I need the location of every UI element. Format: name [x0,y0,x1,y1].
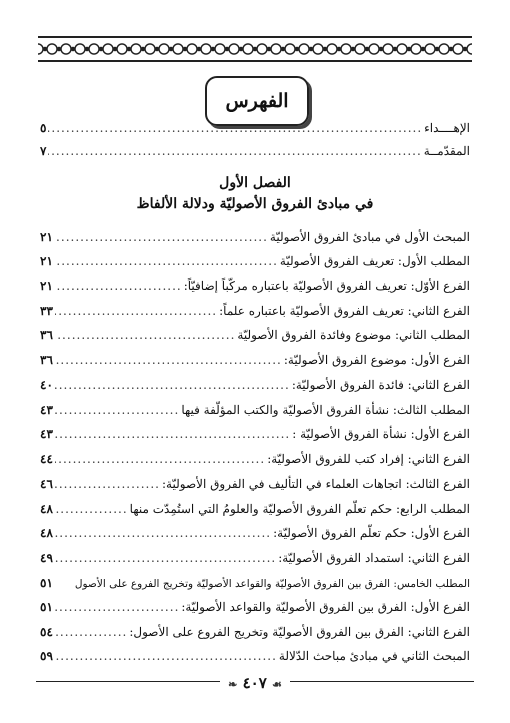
leader-dots [55,449,265,469]
toc-entry-label: الفرع الأول: الفرق بين الفروق الأصوليّة والقواعد الأصوليّة: [181,600,470,614]
toc-entry-page: ٥٤ [40,625,53,639]
toc-entry-label: الفرع الثالث: اتجاهات العلماء في التأليف في الفروق الأصوليّة: [161,477,470,491]
leader-dots [55,474,160,494]
toc-entry[interactable] [40,118,470,138]
ornament-right-icon: ☙ [271,678,282,691]
toc-entry-page: ٥ [40,121,47,135]
toc-entry-page: ٤٣ [40,403,53,417]
toc-entry[interactable] [40,251,470,271]
toc-entry[interactable] [40,400,470,420]
toc-entry[interactable] [40,474,470,494]
toc-entry-page: ٤٣ [40,427,53,441]
toc-entry-label: الفرع الأول: موضوع الفروق الأصوليّة: [283,353,470,367]
leader-dots [55,251,278,271]
page-number: ٤٠٧ [242,674,267,692]
leader-dots [55,548,276,568]
leader-dots [55,276,182,296]
leader-dots [55,424,290,444]
leader-dots [55,499,128,519]
leader-dots [55,301,217,321]
leader-dots [48,118,422,138]
leader-dots [55,325,236,345]
toc-entry-page: ٣٣ [40,304,53,318]
toc-entry-label: الفرع الأول: نشأة الفروق الأصوليّة : [292,427,470,441]
toc-entry[interactable] [40,301,470,321]
toc-entry-page: ٢١ [40,254,53,268]
page-title: الفهرس [225,90,289,112]
toc-entry[interactable] [40,646,470,666]
toc-entry-label: المبحث الأول في مبادئ الفروق الأصوليّة [269,230,470,244]
toc-entry-page: ٤٨ [40,502,53,516]
toc-entry[interactable] [40,523,470,543]
toc-entry[interactable] [40,622,470,642]
toc-entry-label: الفرع الثاني: إفراد كتب للفروق الأصوليّة: [267,452,470,466]
toc-entry-label: الفرع الأوّل: تعريف الفروق الأصوليّة باعتباره مركّباً إضافيّاً: [183,279,470,293]
toc-entry-page: ٤٨ [40,526,53,540]
toc-entry[interactable] [40,227,470,247]
toc-entry[interactable] [40,276,470,296]
toc-entry-label: المطلب الثالث: نشأة الفروق الأصوليّة والكتب المؤلّفة فيها [181,403,470,417]
toc-entry-page: ٤٠ [40,378,53,392]
toc-entry[interactable] [40,424,470,444]
toc-entry-page: ٧ [40,144,47,158]
toc-entry[interactable] [40,597,470,617]
leader-dots [55,622,127,642]
leader-dots [55,597,180,617]
toc-entry[interactable] [40,350,470,370]
toc-entry-label: الفرع الثاني: فائدة الفروق الأصوليّة: [291,378,470,392]
leader-dots [55,375,290,395]
ornament-left-icon: ❧ [228,678,238,691]
leader-dots [55,227,268,247]
leader-dots [55,523,271,543]
toc-entry-page: ٣٦ [40,328,53,342]
toc-entry-page: ٤٩ [40,551,53,565]
toc-entry-label: المطلب الخامس: الفرق بين الفروق الأصوليّة والقواعد الأصوليّة وتخريج الفروع على الأصول [74,578,470,590]
page-number-box [220,672,290,694]
toc-entry[interactable] [40,499,470,519]
toc-entry-page: ٢١ [40,230,53,244]
toc-entry-page: ٤٦ [40,477,53,491]
chapter-title: الفصل الأول [219,175,291,191]
toc-entry[interactable] [40,375,470,395]
top-ornament-border [38,36,472,62]
chapter-subtitle: في مبادئ الفروق الأصوليّة ودلالة الألفاظ [136,196,374,212]
toc-entry[interactable] [40,141,470,161]
toc-entry-label: المطلب الثاني: موضوع وفائدة الفروق الأصوليّة [237,328,470,342]
toc-entry-label: الفرع الأول: حكم تعلّم الفروق الأصوليّة: [273,526,470,540]
toc-entry-label: الفرع الثاني: تعريف الفروق الأصوليّة باعتباره علماً: [219,304,470,318]
toc-entry-label: الإهــــداء [424,121,470,135]
leader-dots [55,350,282,370]
toc-entry[interactable] [40,449,470,469]
toc-entry-page: ٥١ [40,576,53,590]
leader-dots [55,646,277,666]
toc-entry-label: الفرع الثاني: الفرق بين الفروق الأصوليّة وتخريج الفروع على الأصول: [129,625,470,639]
toc-entry-label: المطلب الرابع: حكم تعلّم الفروق الأصوليّة والعلومُ التي استُمِدّت منها [129,502,470,516]
toc-entry-label: المقدّمــة [423,144,470,158]
toc-entry-page: ٤٤ [40,452,53,466]
toc-entry-label: المبحث الثاني في مبادئ مباحث الدّلالة [278,649,470,663]
toc-entry[interactable] [40,548,470,568]
toc-entry[interactable] [40,573,470,593]
toc-entry-page: ٢١ [40,279,53,293]
toc-entry-page: ٣٦ [40,353,53,367]
toc-entry-page: ٥١ [40,600,53,614]
leader-dots [48,141,421,161]
toc-entry-page: ٥٩ [40,649,53,663]
leader-dots [55,400,179,420]
toc-entry-label: الفرع الثاني: استمداد الفروق الأصوليّة: [278,551,470,565]
toc-entry[interactable] [40,325,470,345]
toc-entry-label: المطلب الأول: تعريف الفروق الأصوليّة [279,254,470,268]
